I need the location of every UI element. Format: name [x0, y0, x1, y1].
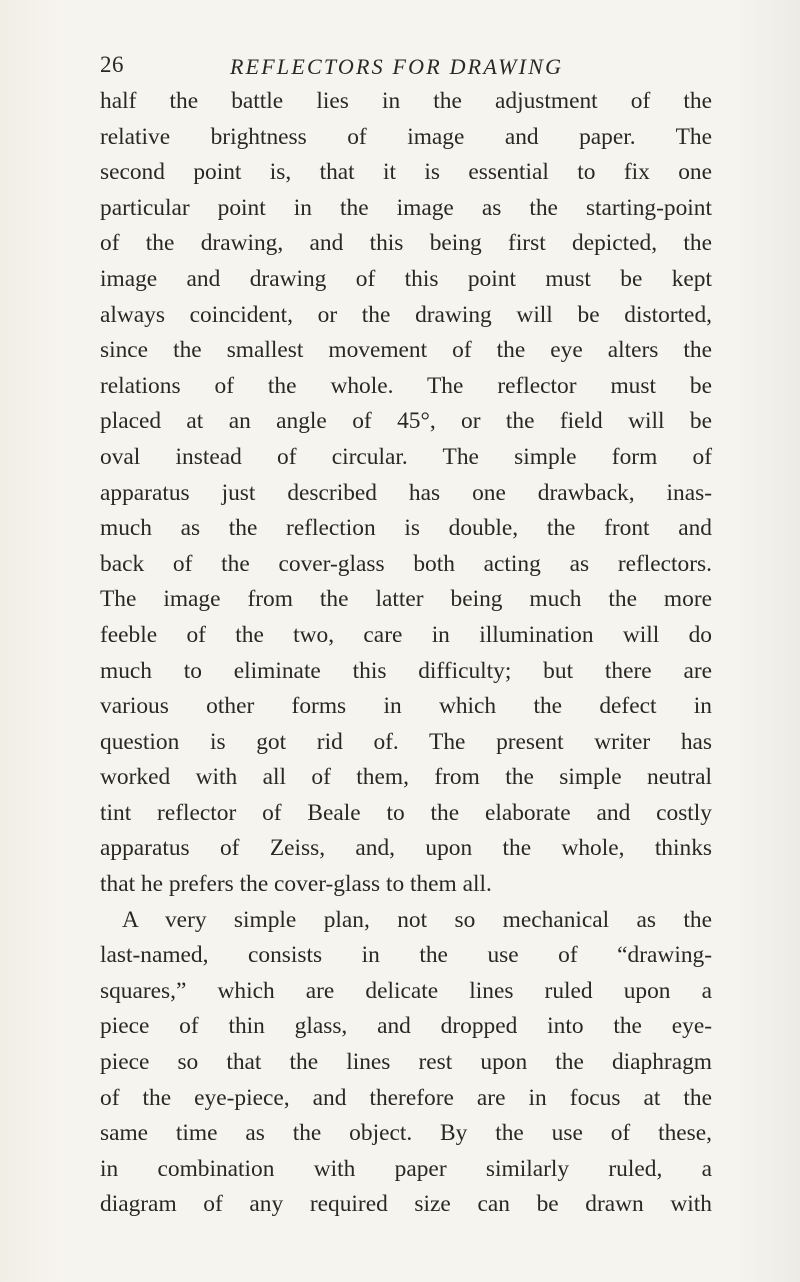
text-line: back of the cover-glass both acting as reflectors.: [100, 550, 712, 577]
text-line: much to eliminate this difficulty; but there are: [100, 657, 712, 684]
text-line: feeble of the two, care in illumination will do: [100, 621, 712, 648]
text-line: half the battle lies in the adjustment of the: [100, 88, 712, 114]
text-line: since the smallest movement of the eye alters the: [100, 337, 712, 364]
text-line: diagram of any required size can be drawn with: [100, 1191, 712, 1218]
page-number: 26: [100, 52, 124, 77]
text-line: worked with all of them, from the simple neutral: [100, 764, 712, 791]
text-line: The image from the latter being much the more: [100, 586, 712, 613]
running-head: REFLECTORS FOR DRAWING: [230, 54, 564, 79]
text-line: piece of thin glass, and dropped into the eye-: [100, 1013, 712, 1040]
text-line: in combination with paper similarly ruled, a: [100, 1155, 712, 1182]
body-text: [100, 84, 712, 1223]
text-line: various other forms in which the defect in: [100, 693, 712, 720]
text-line: image and drawing of this point must be kept: [100, 265, 712, 292]
text-line: second point is, that it is essential to fix one: [100, 159, 712, 186]
text-line: relative brightness of image and paper. The: [100, 123, 712, 150]
page-header: [100, 52, 700, 86]
text-line: apparatus just described has one drawback, inas-: [100, 479, 712, 506]
paragraph-end-line: that he prefers the cover-glass to them all.: [100, 871, 492, 898]
text-line: relations of the whole. The reflector must be: [100, 372, 712, 399]
text-line: last-named, consists in the use of “drawing-: [100, 942, 712, 969]
text-line: of the drawing, and this being first depicted, the: [100, 230, 712, 257]
text-line: much as the reflection is double, the front and: [100, 515, 712, 542]
text-line: same time as the object. By the use of these,: [100, 1120, 712, 1147]
text-line: particular point in the image as the starting-point: [100, 194, 712, 221]
paragraph-start-line: A very simple plan, not so mechanical as the: [122, 906, 712, 933]
text-line: always coincident, or the drawing will be distorted,: [100, 301, 712, 328]
text-line: question is got rid of. The present writer has: [100, 728, 712, 755]
text-line: placed at an angle of 45°, or the field will be: [100, 408, 712, 435]
text-line: oval instead of circular. The simple form of: [100, 443, 712, 470]
text-line: piece so that the lines rest upon the diaphragm: [100, 1049, 712, 1076]
text-line: tint reflector of Beale to the elaborate and costly: [100, 799, 712, 826]
text-line: squares,” which are delicate lines ruled upon a: [100, 977, 712, 1004]
text-line: apparatus of Zeiss, and, upon the whole, thinks: [100, 835, 712, 862]
text-line: of the eye-piece, and therefore are in focus at the: [100, 1084, 712, 1111]
